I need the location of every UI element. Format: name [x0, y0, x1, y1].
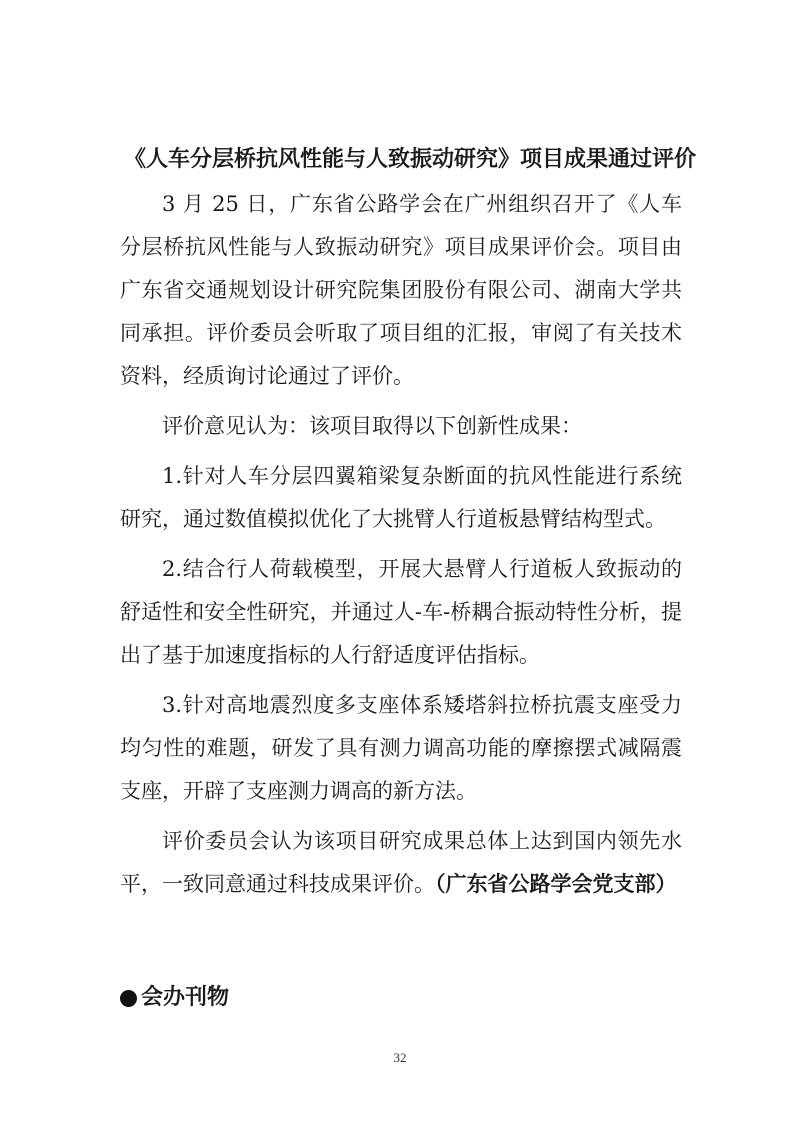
article-paragraph-result-1: 1.针对人车分层四翼箱梁复杂断面的抗风性能进行系统研究，通过数值模拟优化了大挑臂人行道板悬臂结构型式。: [120, 464, 682, 531]
article-title: 《人车分层桥抗风性能与人致振动研究》项目成果通过评价: [124, 147, 697, 172]
article-paragraph-opinion: 评价意见认为：该项目取得以下创新性成果：: [162, 414, 582, 438]
conclusion-text: 评价委员会认为该项目研究成果总体上达到国内领先水平，一致同意通过科技成果评价。: [120, 829, 682, 896]
section-heading: [120, 982, 229, 1014]
article-paragraph-result-2: 2.结合行人荷载模型，开展大悬臂人行道板人致振动的舒适性和安全性研究，并通过人-车-桥耦合振动特性分析，提出了基于加速度指标的人行舒适度评估指标。: [120, 557, 682, 667]
article-paragraph-intro: 3 月 25 日，广东省公路学会在广州组织召开了《人车分层桥抗风性能与人致振动研究》项目成果评价会。项目由广东省交通规划设计研究院集团股份有限公司、湖南大学共同承担。评价委员会听取了项目组的汇报，审阅了有关技术资料，经质询讨论通过了评价。: [120, 192, 682, 388]
article-paragraph-conclusion: [120, 820, 682, 906]
article-paragraph-result-3: 3.针对高地震烈度多支座体系矮塔斜拉桥抗震支座受力均匀性的难题，研发了具有测力调高功能的摩擦摆式减隔震支座，开辟了支座测力调高的新方法。: [120, 693, 682, 803]
article-source: （广东省公路学会党支部）: [435, 872, 677, 896]
page-number: 32: [393, 1050, 407, 1065]
section-title: 会办刊物: [141, 985, 230, 1010]
article-body: [120, 183, 682, 906]
bullet-icon: [120, 990, 137, 1007]
